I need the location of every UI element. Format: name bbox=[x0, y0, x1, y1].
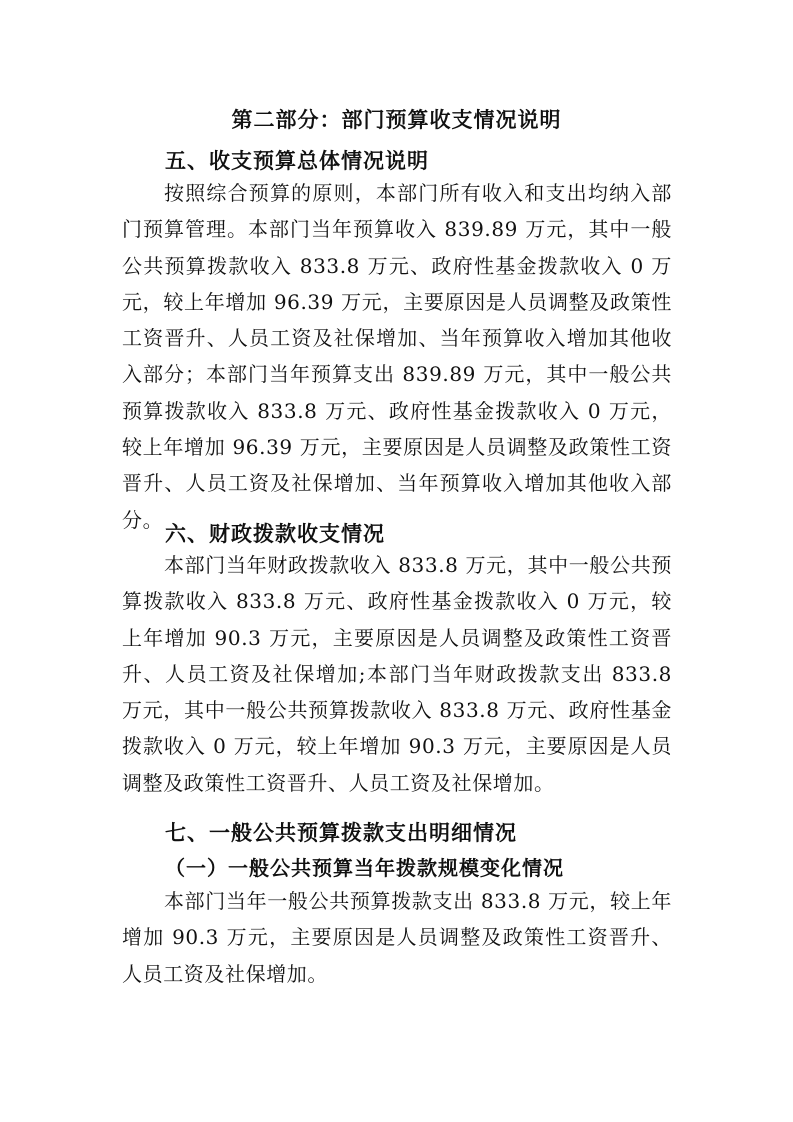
section-heading-5: 五、收支预算总体情况说明 bbox=[165, 149, 429, 173]
section-paragraph-6: 本部门当年财政拨款收入 833.8 万元，其中一般公共预算拨款收入 833.8 万元、政府性基金拨款收入 0 万元，较上年增加 90.3 万元，主要原因是人员调整及政策性工资晋升、人员工资及社保增加;本部门当年财政拨款支出 833.8 万元，其中一般公共预算拨款收入 833.8 万元、政府性基金拨款收入 0 万元，较上年增加 90.3 万元，主要原因是人员调整及政策性工资晋升、人员工资及社保增加。 bbox=[122, 553, 672, 795]
section-subheading-7-1: （一）一般公共预算当年拨款规模变化情况 bbox=[165, 856, 564, 880]
section-paragraph-5: 按照综合预算的原则，本部门所有收入和支出均纳入部门预算管理。本部门当年预算收入 839.89 万元，其中一般公共预算拨款收入 833.8 万元、政府性基金拨款收入 0 万元，较上年增加 96.39 万元，主要原因是人员调整及政策性工资晋升、人员工资及社保增加、当年预算收入增加其他收入部分；本部门当年预算支出 839.89 万元，其中一般公共预算拨款收入 833.8 万元、政府性基金拨款收入 0 万元，较上年增加 96.39 万元，主要原因是人员调整及政策性工资晋升、人员工资及社保增加、当年预算收入增加其他收入部分。 bbox=[122, 181, 672, 532]
section-heading-6: 六、财政拨款收支情况 bbox=[165, 522, 385, 546]
section-heading-7: 七、一般公共预算拨款支出明细情况 bbox=[165, 821, 517, 845]
section-paragraph-7-1: 本部门当年一般公共预算拨款支出 833.8 万元，较上年增加 90.3 万元，主要原因是人员调整及政策性工资晋升、人员工资及社保增加。 bbox=[122, 889, 672, 986]
page-title: 第二部分：部门预算收支情况说明 bbox=[231, 108, 562, 132]
